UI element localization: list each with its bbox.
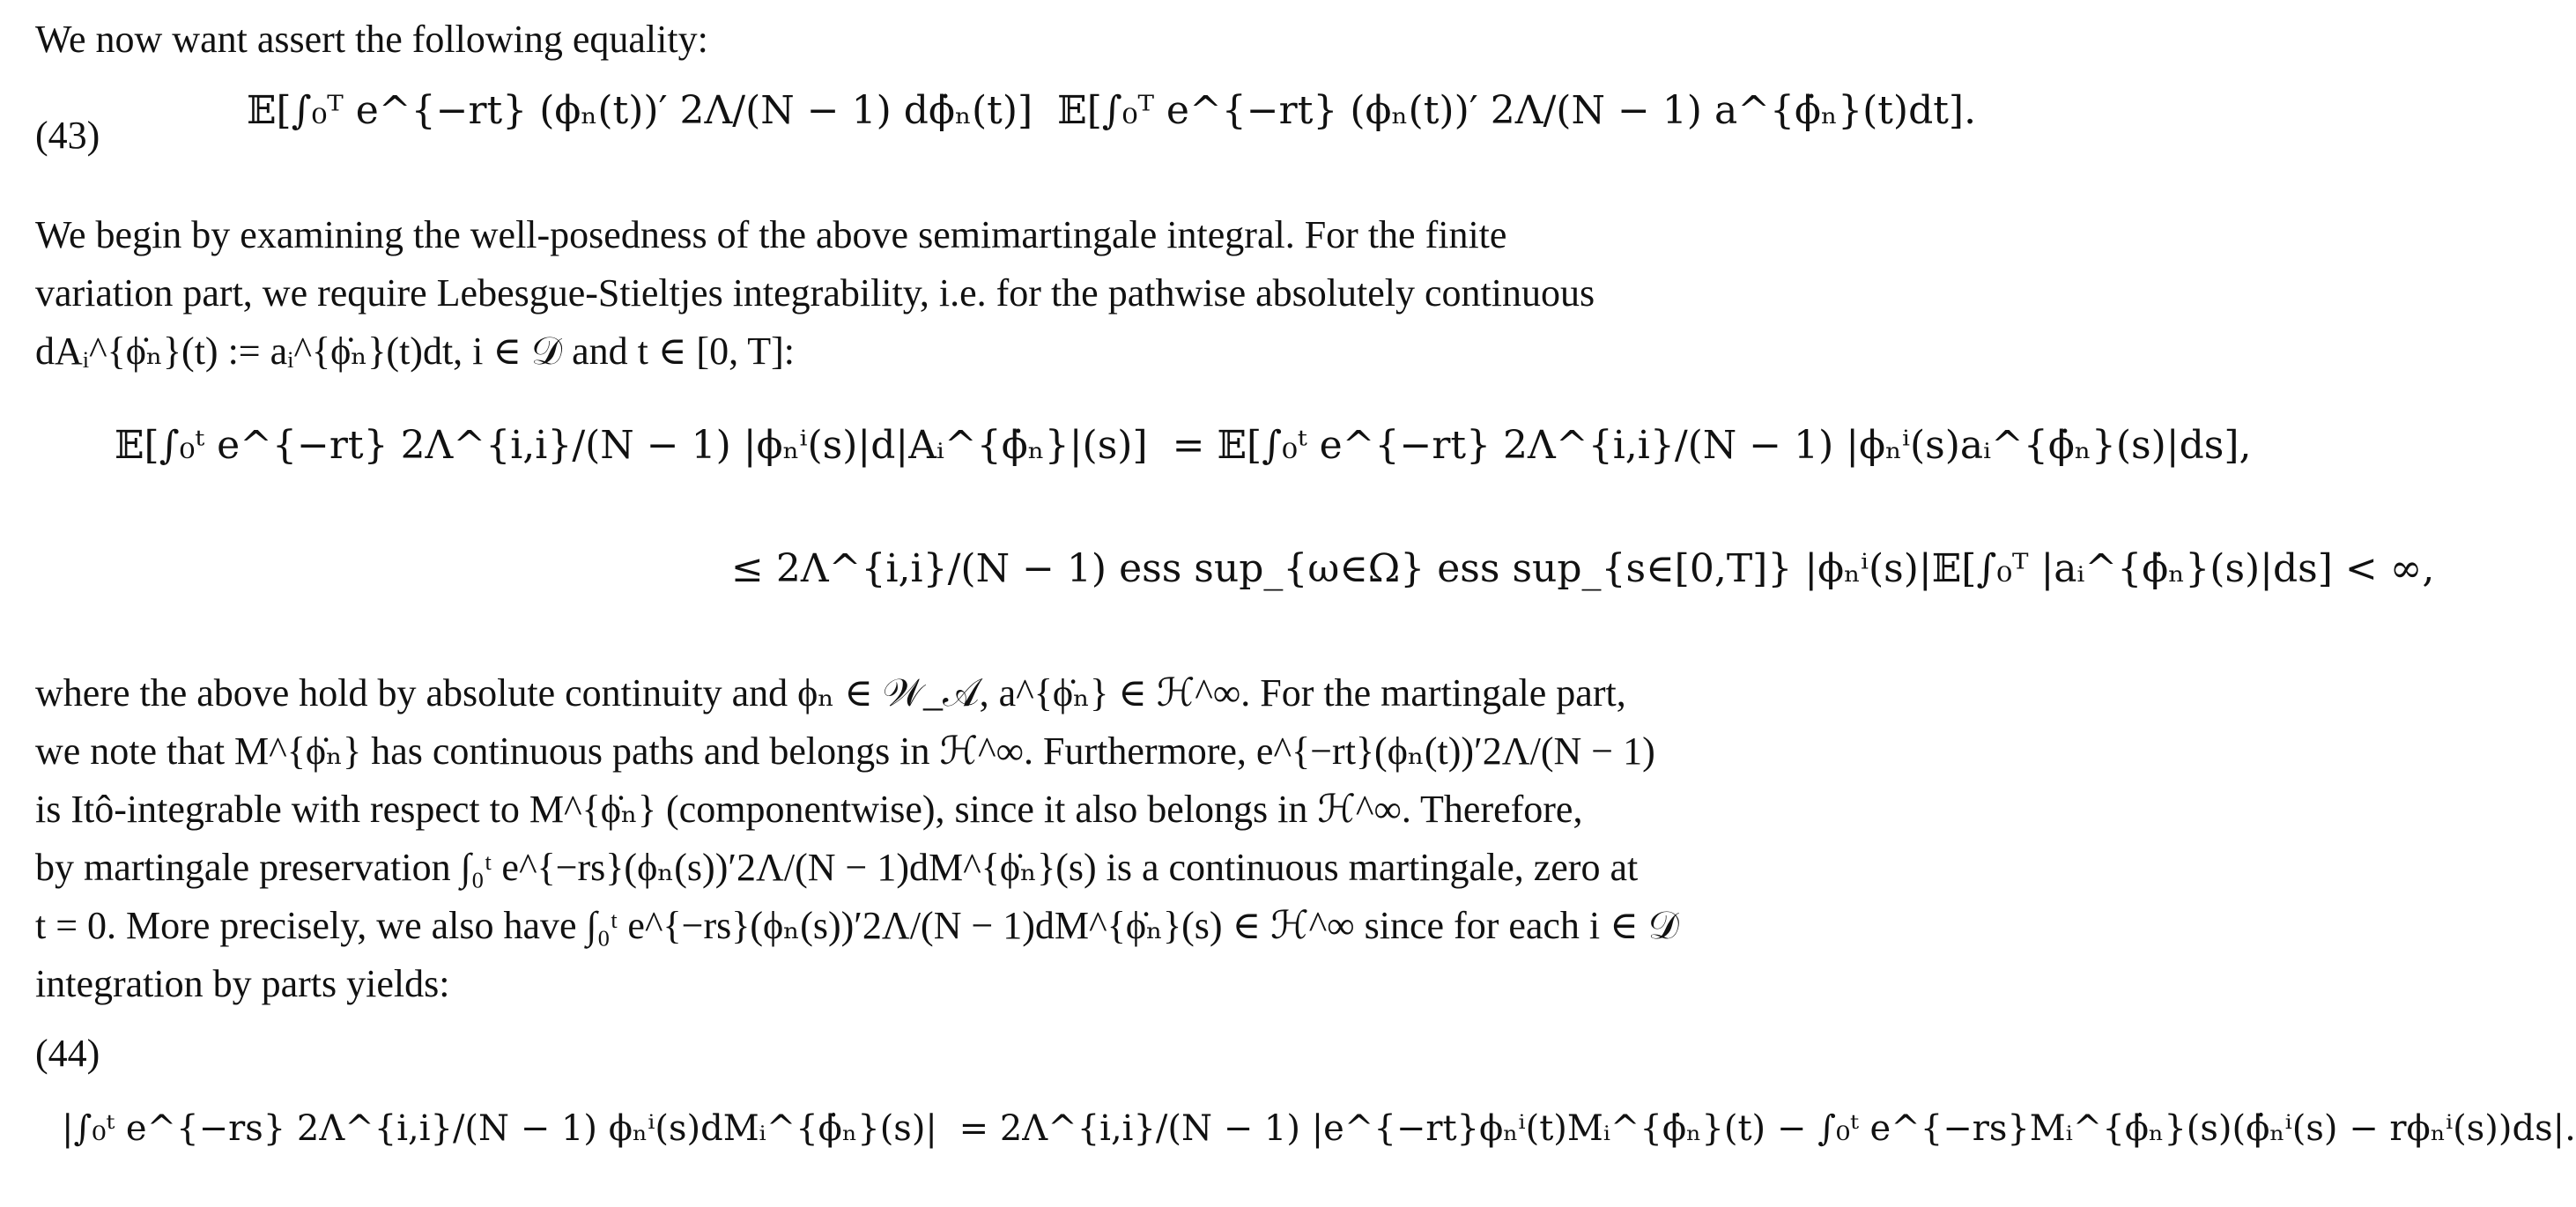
paragraph-2-line-6: integration by parts yields: bbox=[35, 962, 450, 1005]
paragraph-2-line-3: is Itô-integrable with respect to M^{ϕ̇ₙ} (componentwise), since it also belongs in ℋ^∞. Therefore, bbox=[35, 788, 1583, 831]
inequality-row-2: ≤ 2Λ^{i,i}/(N − 1) ess sup_{ω∈Ω} ess sup_{s∈[0,T]} |ϕₙⁱ(s)|𝔼[∫₀ᵀ |aᵢ^{ϕ̇ₙ}(s)|ds] < ∞, bbox=[731, 546, 2435, 591]
paragraph-2-line-5: t = 0. More precisely, we also have ∫₀ᵗ e^{−rs}(ϕₙ(s))′2Λ/(N − 1)dM^{ϕ̇ₙ}(s) ∈ ℋ^∞ since for each i ∈ 𝒟 bbox=[35, 904, 1679, 947]
intro-paragraph bbox=[35, 11, 1780, 69]
equation-43 bbox=[247, 88, 1976, 133]
equation-43-lhs: 𝔼[∫₀ᵀ e^{−rt} (ϕₙ(t))′ 2Λ/(N − 1) dϕ̇ₙ(t)] bbox=[247, 88, 1033, 133]
paragraph-1 bbox=[35, 206, 1780, 381]
paragraph-1-line-3: dAᵢ^{ϕ̇ₙ}(t) := aᵢ^{ϕ̇ₙ}(t)dt, i ∈ 𝒟 and t ∈ [0, T]: bbox=[35, 330, 796, 373]
paragraph-2-line-4: by martingale preservation ∫₀ᵗ e^{−rs}(ϕₙ(s))′2Λ/(N − 1)dM^{ϕ̇ₙ}(s) is a continuous martingale, zero at bbox=[35, 846, 1639, 889]
paragraph-2-line-2: we note that M^{ϕ̇ₙ} has continuous paths and belongs in ℋ^∞. Furthermore, e^{−rt}(ϕₙ(t))′2Λ/(N − 1) bbox=[35, 729, 1655, 773]
inequality-row-1-rhs: = 𝔼[∫₀ᵗ e^{−rt} 2Λ^{i,i}/(N − 1) |ϕₙⁱ(s)aᵢ^{ϕ̇ₙ}(s)|ds], bbox=[1172, 423, 2252, 468]
equation-44-lhs: |∫₀ᵗ e^{−rs} 2Λ^{i,i}/(N − 1) ϕₙⁱ(s)dMᵢ^{ϕ̇ₙ}(s)| bbox=[62, 1108, 937, 1149]
equation-number-43: (43) bbox=[35, 114, 100, 157]
equation-44 bbox=[62, 1108, 2576, 1149]
paragraph-1-line-2: variation part, we require Lebesgue-Stieltjes integrability, i.e. for the pathwise absolutely continuous bbox=[35, 271, 1595, 315]
paragraph-1-line-1: We begin by examining the well-posedness of the above semimartingale integral. For the finite bbox=[35, 213, 1507, 256]
intro-line: We now want assert the following equality: bbox=[35, 18, 708, 61]
equation-number-44: (44) bbox=[35, 1032, 100, 1075]
inequality-row-1-lhs: 𝔼[∫₀ᵗ e^{−rt} 2Λ^{i,i}/(N − 1) |ϕₙⁱ(s)|d|Aᵢ^{ϕ̇ₙ}|(s)] bbox=[115, 423, 1148, 468]
inequality-row-1 bbox=[115, 423, 2252, 468]
paragraph-2-line-1: where the above hold by absolute continuity and ϕₙ ∈ 𝒲_𝒜, a^{ϕ̇ₙ} ∈ ℋ^∞. For the martingale part, bbox=[35, 671, 1626, 715]
paragraph-2 bbox=[35, 664, 1780, 1013]
equation-43-rhs: 𝔼[∫₀ᵀ e^{−rt} (ϕₙ(t))′ 2Λ/(N − 1) a^{ϕ̇ₙ}(t)dt]. bbox=[1057, 88, 1977, 133]
equation-44-rhs: = 2Λ^{i,i}/(N − 1) |e^{−rt}ϕₙⁱ(t)Mᵢ^{ϕ̇ₙ}(t) − ∫₀ᵗ e^{−rs}Mᵢ^{ϕ̇ₙ}(s)(ϕ̇ₙⁱ(s) − rϕₙⁱ(s))ds|. bbox=[959, 1108, 2576, 1149]
